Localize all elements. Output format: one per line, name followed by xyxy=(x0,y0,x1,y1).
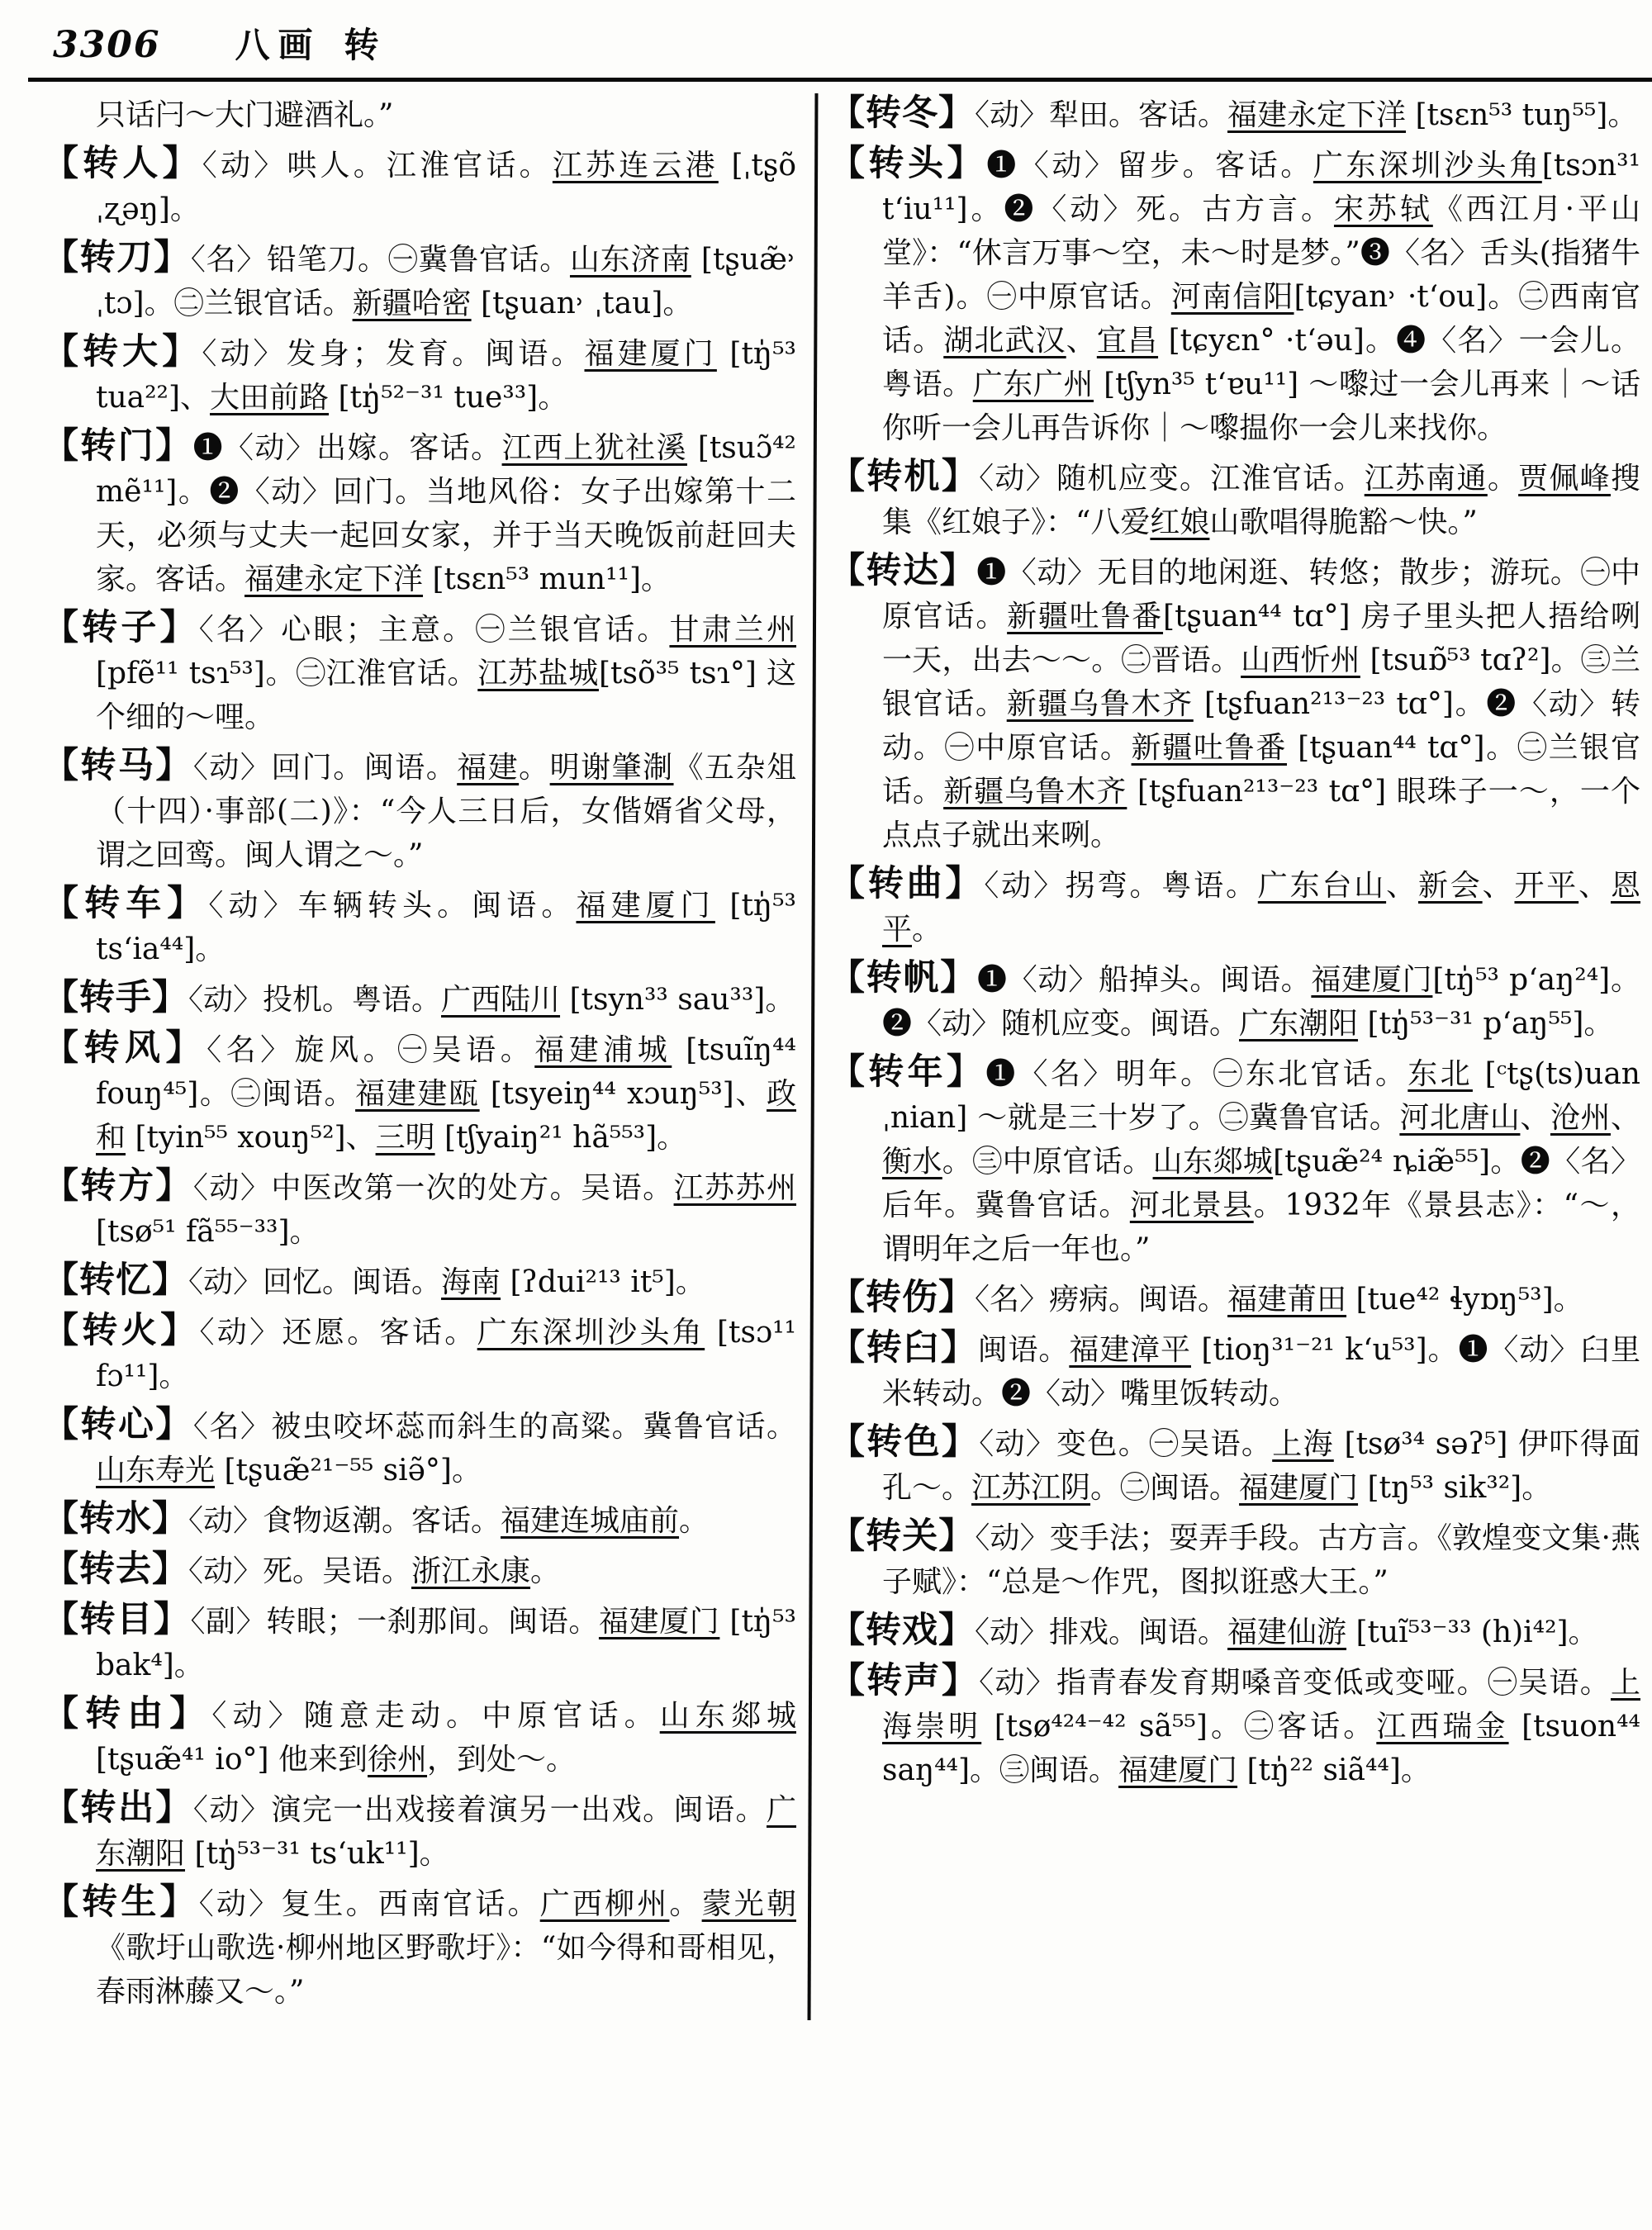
place-name: 新疆乌鲁木齐 xyxy=(943,775,1127,809)
place-name: 河北景县 xyxy=(1129,1189,1254,1222)
place-name: 福建 xyxy=(457,751,520,785)
place-name: 广西柳州 xyxy=(539,1887,670,1921)
entry-body: 〈动〉死。吴语。浙江永康。 xyxy=(188,1554,561,1588)
entry xyxy=(43,1405,796,1492)
place-name: 广东台山 xyxy=(1257,869,1387,903)
entry xyxy=(829,1611,1640,1654)
entry-body: 〈动〉变手法；耍弄手段。古方言。《敦煌变文集·燕子赋》：“总是～作咒，图拟诳惑大王。” xyxy=(882,1521,1641,1599)
entry-headword: 【转大】 xyxy=(43,331,202,372)
entry-body: ❶〈动〉船掉头。闽语。福建厦门[tŋ̍⁵³ p‘aŋ²⁴]。❷〈动〉随机应变。闽语。广东潮阳 [tŋ̍⁵³⁻³¹ p‘aŋ⁵⁵]。 xyxy=(882,963,1640,1041)
entry-body: 〈名〉心眼；主意。㊀兰银官话。甘肃兰州 [pfẽ¹¹ tsɿ⁵³]。㊁江淮官话。江苏盐城[tsõ³⁵ tsɿ°] 这个细的～哩。 xyxy=(96,613,796,734)
entry-body: 闽语。福建漳平 [tioŋ³¹⁻²¹ k‘u⁵³]。❶〈动〉臼里米转动。❷〈动〉嘴里饭转动。 xyxy=(882,1333,1640,1411)
entry xyxy=(43,1549,796,1593)
entry xyxy=(43,1788,796,1876)
entry-headword: 【转手】 xyxy=(43,977,188,1018)
entry-headword: 【转曲】 xyxy=(829,863,985,904)
entry-body: 〈动〉指青春发育期嗓音变低或变哑。㊀吴语。上海崇明 [tsø⁴²⁴⁻⁴² sã⁵⁵]。㊁客话。江西瑞金 [tsuon⁴⁴ saŋ⁴⁴]。㊂闽语。福建厦门 [tŋ̍²² siã⁴⁴]。 xyxy=(882,1666,1640,1787)
entry xyxy=(43,1028,796,1160)
entry-headword: 【转马】 xyxy=(43,745,193,786)
entry-headword: 【转目】 xyxy=(43,1599,191,1640)
place-name: 开平 xyxy=(1514,869,1579,903)
entry-body: 〈动〉投机。粤语。广西陆川 [tsyn³³ sau³³]。 xyxy=(188,983,795,1017)
place-name: 广西陆川 xyxy=(441,983,561,1017)
entry xyxy=(829,958,1640,1046)
place-name: 福建厦门 xyxy=(576,889,715,923)
place-name: 福建永定下洋 xyxy=(1227,98,1407,132)
place-name: 海南 xyxy=(441,1265,501,1299)
place-name: 山东济南 xyxy=(569,243,691,277)
place-name: 山东寿光 xyxy=(96,1454,216,1487)
entry-body: 〈动〉发身；发育。闽语。福建厦门 [tŋ̍⁵³ tua²²]、大田前路 [tŋ̍⁵²⁻³¹ tue³³]。 xyxy=(96,337,796,415)
entry-headword: 【转忆】 xyxy=(43,1260,188,1301)
entry-headword: 【转冬】 xyxy=(829,93,975,134)
page-number: 3306 xyxy=(53,24,161,66)
entry-body: ❶〈动〉出嫁。客话。江西上犹社溪 [tsuɔ̃⁴² mẽ¹¹]。❷〈动〉回门。当地风俗：女子出嫁第十二天，必须与丈夫一起回女家，并于当天晚饭前赶回夫家。客话。福建永定下洋 [tsɛn⁵³ mun¹¹]。 xyxy=(96,431,796,596)
place-name: 徐州 xyxy=(368,1743,428,1777)
place-name: 新疆吐鲁番 xyxy=(1007,600,1164,633)
entry-headword: 【转色】 xyxy=(829,1421,980,1463)
entry xyxy=(829,1052,1640,1271)
place-name: 福建厦门 xyxy=(584,337,717,371)
place-name: 广东广州 xyxy=(972,368,1094,401)
entry-headword: 【转刀】 xyxy=(43,237,191,278)
place-name: 新疆哈密 xyxy=(352,287,472,320)
place-name: 福建漳平 xyxy=(1069,1333,1191,1367)
entry-headword: 【转人】 xyxy=(43,143,202,184)
entry-body: 〈名〉被虫咬坏蕊而斜生的高粱。冀鲁官话。山东寿光 [tʂuæ̃²¹⁻⁵⁵ siə̃°]。 xyxy=(96,1410,796,1487)
place-name: 江苏南通 xyxy=(1364,462,1488,496)
entry xyxy=(43,608,796,739)
place-name: 福建厦门 xyxy=(1239,1471,1359,1505)
place-name: 福建厦门 xyxy=(598,1605,720,1639)
place-name: 沧州 xyxy=(1550,1101,1611,1135)
entry-body: 〈动〉随机应变。江淮官话。江苏南通。贾佩峰搜集《红娘子》：“八爱红娘山歌唱得脆豁～快。” xyxy=(882,462,1640,539)
entry-headword: 【转关】 xyxy=(829,1516,976,1557)
place-name: 新疆吐鲁番 xyxy=(1131,731,1288,765)
place-name: 江西瑞金 xyxy=(1376,1710,1509,1744)
place-name: 政和 xyxy=(96,1077,796,1155)
entry-body: 〈动〉犁田。客话。福建永定下洋 [tsɛn⁵³ tuŋ⁵⁵]。 xyxy=(975,98,1638,132)
entry xyxy=(829,551,1640,857)
place-name: 福建莆田 xyxy=(1227,1283,1347,1317)
place-name: 福建厦门 xyxy=(1118,1753,1238,1787)
entry xyxy=(829,1516,1640,1604)
entry-body: 〈动〉还愿。客话。广东深圳沙头角 [tsɔ¹¹ fɔ¹¹]。 xyxy=(96,1316,796,1393)
entry-body: 〈名〉痨病。闽语。福建莆田 [tue⁴² ɬyɒŋ⁵³]。 xyxy=(975,1283,1583,1317)
entry-body: ❶〈名〉明年。㊀东北官话。东北 [ᶜtʂ(ts)uan ˌnian] ～就是三十岁了。㊁冀鲁官话。河北唐山、沧州、衡水。㊂中原官话。山东郯城[tʂuæ̃²⁴ ȵiæ̃⁵⁵]。❷〈名〉后年。冀鲁官话。河北景县。1932年《景县志》：“～，谓明年之后一年也。” xyxy=(882,1057,1640,1266)
entry-body: 〈动〉回忆。闽语。海南 [ʔdui²¹³ it⁵]。 xyxy=(188,1265,705,1299)
right-column-entries xyxy=(829,93,1640,1792)
stroke-section-label: 八画 xyxy=(235,25,321,65)
entry-headword: 【转去】 xyxy=(43,1549,188,1590)
entry xyxy=(829,1422,1640,1510)
entry xyxy=(43,1600,796,1687)
entry-body: 〈动〉排戏。闽语。福建仙游 [tuĩ⁵³⁻³³ (h)i⁴²]。 xyxy=(975,1616,1598,1649)
place-name: 江苏江阴 xyxy=(971,1471,1091,1505)
entry-body: ❶〈动〉无目的地闲逛、转悠；散步；游玩。㊀中原官话。新疆吐鲁番[tʂuan⁴⁴ tɑ°] 房子里头把人捂给咧一天，出去～～。㊁晋语。山西忻州 [tsuɒ̃⁵³ tɑʔ²]。㊂兰银官话。新疆乌鲁木齐 [tʂfuan²¹³⁻²³ tɑ°]。❷〈动〉转动。㊀中原官话。新疆吐鲁番 [tʂuan⁴⁴ tɑ°]。㊁兰银官话。新疆乌鲁木齐 [tʂfuan²¹³⁻²³ tɑ°] 眼珠子一～，一个点点子就出来咧。 xyxy=(882,556,1640,852)
entry-headword: 【转臼】 xyxy=(829,1327,978,1369)
place-name: 福建建瓯 xyxy=(355,1077,480,1111)
entry-headword: 【转风】 xyxy=(43,1027,207,1069)
place-name: 江西上犹社溪 xyxy=(501,431,687,465)
place-name: 广东潮阳 xyxy=(1239,1007,1359,1041)
place-name: 福建连城庙前 xyxy=(501,1504,680,1538)
entry-headword: 【转水】 xyxy=(43,1498,188,1540)
place-name: 甘肃兰州 xyxy=(669,613,796,647)
entry-headword: 【转火】 xyxy=(43,1310,200,1351)
entry-body: 〈动〉复生。西南官话。广西柳州。蒙光朝《歌圩山歌选·柳州地区野歌圩》：“如今得和哥相见，春雨淋藤又～。” xyxy=(96,1887,796,2009)
entry xyxy=(829,457,1640,544)
place-name: 江苏盐城 xyxy=(477,657,599,690)
place-name: 广东深圳沙头角 xyxy=(1313,149,1542,183)
entry xyxy=(43,1882,796,2014)
continuation-paragraph: 只话闩～大门避酒礼。” xyxy=(96,98,394,132)
place-name: 贾佩峰 xyxy=(1518,462,1611,496)
entry-headword: 【转伤】 xyxy=(829,1277,975,1318)
place-name: 新会 xyxy=(1417,869,1483,903)
page-header xyxy=(43,18,1640,69)
header-rule xyxy=(28,78,1652,82)
entry-body: 〈动〉回门。闽语。福建。明谢肇淛《五杂俎（十四）·事部(二)》：“今人三日后，女偕婿省父母，谓之回鸾。闽人谓之～。” xyxy=(96,751,796,872)
place-name: 大田前路 xyxy=(210,381,330,415)
entry xyxy=(43,426,796,601)
entry-body: 〈动〉随意走动。中原官话。山东郯城 [tʂuæ̃⁴¹ io°] 他来到徐州，到处～。 xyxy=(96,1699,796,1777)
entry-headword: 【转戏】 xyxy=(829,1610,975,1651)
entry xyxy=(43,1499,796,1543)
entry-body: 〈动〉哄人。江淮官话。江苏连云港 [ˌtʂõ ˌʐəŋ]。 xyxy=(96,149,797,226)
place-name: 东北 xyxy=(1408,1057,1473,1091)
entry xyxy=(43,332,796,420)
place-name: 浙江永康 xyxy=(411,1554,531,1588)
place-name: 三明 xyxy=(375,1121,435,1155)
entry xyxy=(43,746,796,877)
entry-body: 〈动〉拐弯。粤语。广东台山、新会、开平、恩平。 xyxy=(882,869,1640,947)
entry xyxy=(43,978,796,1022)
place-name: 蒙光朝 xyxy=(701,1887,796,1921)
entry-headword: 【转由】 xyxy=(43,1693,212,1734)
column-divider xyxy=(808,93,819,2020)
entry xyxy=(829,144,1640,450)
entry xyxy=(43,1311,796,1398)
entry-headword: 【转子】 xyxy=(43,607,199,648)
place-name: 山西忻州 xyxy=(1241,643,1360,677)
entry xyxy=(829,1328,1640,1416)
entry xyxy=(829,1278,1640,1321)
entry-body: 〈名〉铅笔刀。㊀冀鲁官话。山东济南 [tʂuæ̃˒ ˌtɔ]。㊁兰银官话。新疆哈密 [tʂuan˒ ˌtau]。 xyxy=(96,243,796,320)
entry xyxy=(43,1166,796,1254)
place-name: 江苏苏州 xyxy=(673,1171,796,1205)
entry-body: 〈动〉演完一出戏接着演另一出戏。闽语。广东潮阳 [tŋ̍⁵³⁻³¹ ts‘uk¹¹]。 xyxy=(96,1793,796,1871)
entry xyxy=(829,864,1640,951)
place-name: 上海崇明 xyxy=(882,1666,1640,1744)
entry-body: 〈副〉转眼；一刹那间。闽语。福建厦门 [tŋ̍⁵³ bak⁴]。 xyxy=(96,1605,796,1682)
place-name: 明谢肇淛 xyxy=(549,751,674,785)
entry-headword: 【转头】 xyxy=(829,143,987,184)
section-headword: 转 xyxy=(344,25,379,65)
entry-body: ❶〈动〉留步。客话。广东深圳沙头角[tsɔn³¹ t‘iu¹¹]。❷〈动〉死。古方言。宋苏轼《西江月·平山堂》：“休言万事～空，未～时是梦。”❸〈名〉舌头(指猪牛羊舌)。㊀中原官话。河南信阳[tɕyan˒ ·t‘ou]。㊁西南官话。湖北武汉、宜昌 [tɕyɛn° ·t‘əu]。❹〈名〉一会儿。粤语。广东广州 [tʃyn³⁵ t‘ɐu¹¹] ～嚟过一会儿再来｜～话你听一会儿再告诉你｜～嚟揾你一会儿来找你。 xyxy=(882,149,1641,445)
entry xyxy=(829,93,1640,137)
entry xyxy=(43,144,796,231)
place-name: 衡水 xyxy=(882,1145,942,1179)
entry xyxy=(43,884,796,971)
place-name: 恩平 xyxy=(882,869,1640,947)
entry-headword: 【转帆】 xyxy=(829,957,978,999)
place-name: 福建浦城 xyxy=(534,1033,672,1067)
entry-headword: 【转方】 xyxy=(43,1165,193,1207)
place-name: 山东郯城 xyxy=(659,1699,796,1733)
left-column-entries xyxy=(43,144,796,2014)
entry-body: 〈名〉旋风。㊀吴语。福建浦城 [tsuĩŋ⁴⁴ fouŋ⁴⁵]。㊁闽语。福建建瓯 [tsyeiŋ⁴⁴ xɔuŋ⁵³]、政和 [tyin⁵⁵ xouŋ⁵²]、三明 [tʃyaiŋ²¹ hã⁵⁵³]。 xyxy=(96,1033,796,1155)
entry-body: 〈动〉车辆转头。闽语。福建厦门 [tŋ̍⁵³ ts‘ia⁴⁴]。 xyxy=(96,889,796,966)
entry-headword: 【转生】 xyxy=(43,1881,199,1923)
entry xyxy=(829,1661,1640,1792)
place-name: 福建厦门 xyxy=(1311,963,1433,997)
place-name: 广东潮阳 xyxy=(96,1793,796,1871)
place-name: 河南信阳 xyxy=(1170,280,1294,314)
entry-body: 〈动〉变色。㊀吴语。上海 [tsø³⁴ səʔ⁵] 伊吓得面孔～。江苏江阴。㊁闽语。福建厦门 [tŋ⁵³ sik³²]。 xyxy=(882,1427,1640,1505)
place-name: 福建仙游 xyxy=(1227,1616,1347,1649)
entry-body: 〈动〉中医改第一次的处方。吴语。江苏苏州 [tsø⁵¹ fã⁵⁵⁻³³]。 xyxy=(96,1171,796,1249)
entry xyxy=(43,1260,796,1304)
place-name: 江苏连云港 xyxy=(552,149,719,183)
place-name: 河北唐山 xyxy=(1399,1101,1521,1135)
entry xyxy=(43,238,796,325)
place-name: 宜昌 xyxy=(1096,324,1159,358)
place-name: 广东深圳沙头角 xyxy=(477,1316,705,1350)
place-name: 新疆乌鲁木齐 xyxy=(1006,687,1194,721)
place-name: 宋苏轼 xyxy=(1333,192,1433,226)
entry xyxy=(43,1694,796,1782)
place-name: 红娘 xyxy=(1150,505,1210,539)
place-name: 上海 xyxy=(1272,1427,1334,1461)
columns xyxy=(43,93,1640,2020)
entry-headword: 【转车】 xyxy=(43,883,209,924)
entry-headword: 【转门】 xyxy=(43,425,193,467)
place-name: 湖北武汉 xyxy=(943,324,1066,358)
entry-headword: 【转声】 xyxy=(829,1660,980,1701)
entry-headword: 【转年】 xyxy=(829,1051,986,1093)
place-name: 福建永定下洋 xyxy=(244,562,424,596)
entry-headword: 【转出】 xyxy=(43,1787,193,1829)
right-column xyxy=(826,93,1640,2020)
entry-headword: 【转机】 xyxy=(829,456,980,497)
entry-headword: 【转达】 xyxy=(829,550,977,591)
place-name: 山东郯城 xyxy=(1152,1145,1274,1179)
entry-headword: 【转心】 xyxy=(43,1404,193,1445)
left-column xyxy=(43,93,796,2020)
entry-body: 〈动〉食物返潮。客话。福建连城庙前。 xyxy=(188,1504,710,1538)
